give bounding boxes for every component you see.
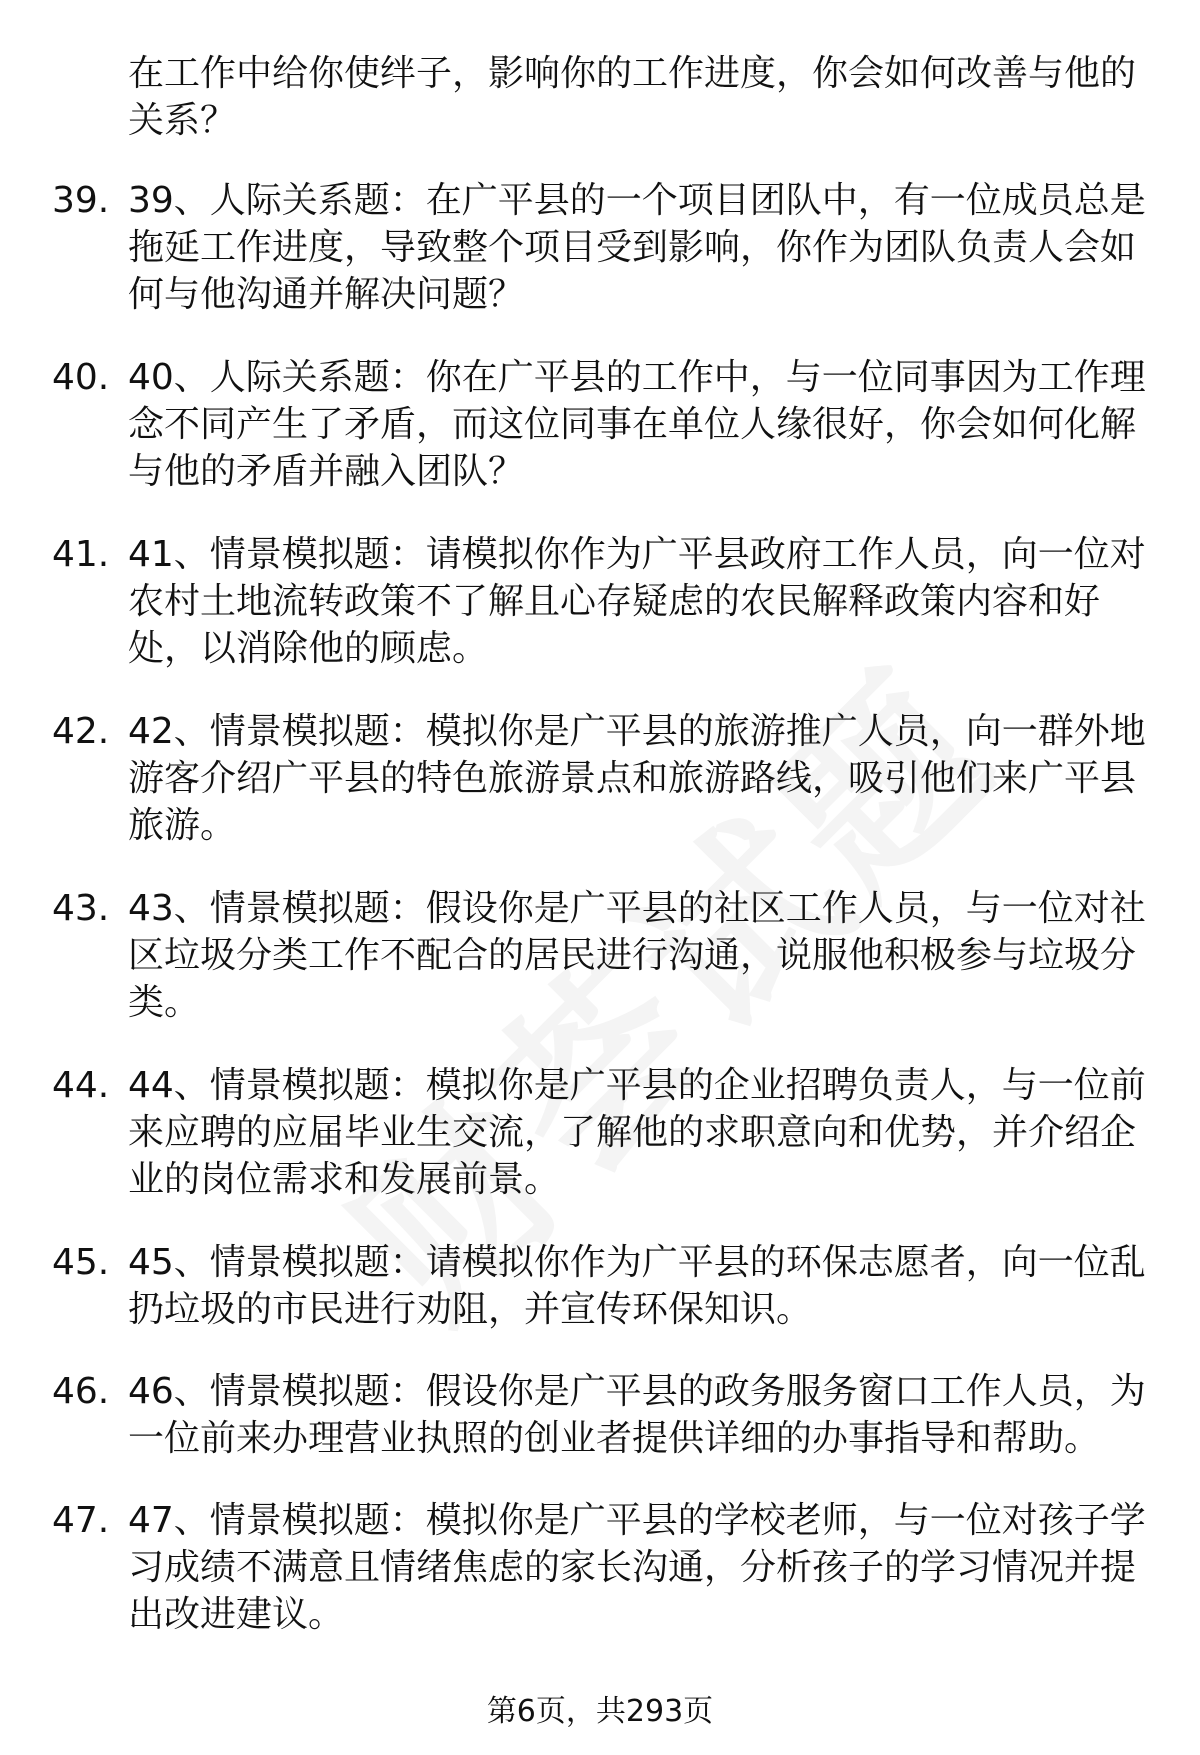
question-number: 47.: [52, 1500, 110, 1541]
question-number: 41.: [52, 534, 110, 575]
question-text: 39、人际关系题：在广平县的一个项目团队中，有一位成员总是拖延工作进度，导致整个项目受到影响，你作为团队负责人会如何与他沟通并解决问题？: [128, 180, 1146, 315]
question-text: 41、情景模拟题：请模拟你作为广平县政府工作人员，向一位对农村土地流转政策不了解且心存疑虑的农民解释政策内容和好处，以消除他的顾虑。: [128, 534, 1146, 669]
question-text: 47、情景模拟题：模拟你是广平县的学校老师，与一位对孩子学习成绩不满意且情绪焦虑的家长沟通，分析孩子的学习情况并提出改进建议。: [128, 1500, 1146, 1635]
question-number: 40.: [52, 357, 110, 398]
question-text: 46、情景模拟题：假设你是广平县的政务服务窗口工作人员，为一位前来办理营业执照的创业者提供详细的办事指导和帮助。: [128, 1371, 1146, 1459]
question-number: 45.: [52, 1242, 110, 1283]
question-text: 42、情景模拟题：模拟你是广平县的旅游推广人员，向一群外地游客介绍广平县的特色旅游景点和旅游路线，吸引他们来广平县旅游。: [128, 711, 1146, 846]
question-text: 40、人际关系题：你在广平县的工作中，与一位同事因为工作理念不同产生了矛盾，而这位同事在单位人缘很好，你会如何化解与他的矛盾并融入团队？: [128, 357, 1146, 492]
question-number: 43.: [52, 888, 110, 929]
question-text: 43、情景模拟题：假设你是广平县的社区工作人员，与一位对社区垃圾分类工作不配合的居民进行沟通，说服他积极参与垃圾分类。: [128, 888, 1146, 1023]
question-number: 42.: [52, 711, 110, 752]
continuation-text: 在工作中给你使绊子，影响你的工作进度，你会如何改善与他的关系？: [128, 53, 1137, 141]
question-number: 44.: [52, 1065, 110, 1106]
question-number: 39.: [52, 180, 110, 221]
question-text: 44、情景模拟题：模拟你是广平县的企业招聘负责人，与一位前来应聘的应届毕业生交流，了解他的求职意向和优势，并介绍企业的岗位需求和发展前景。: [128, 1065, 1146, 1200]
question-text: 45、情景模拟题：请模拟你作为广平县的环保志愿者，向一位乱扔垃圾的市民进行劝阻，并宣传环保知识。: [128, 1242, 1146, 1330]
question-number: 46.: [52, 1371, 110, 1412]
page-footer: 第6页，共293页: [486, 1694, 714, 1729]
